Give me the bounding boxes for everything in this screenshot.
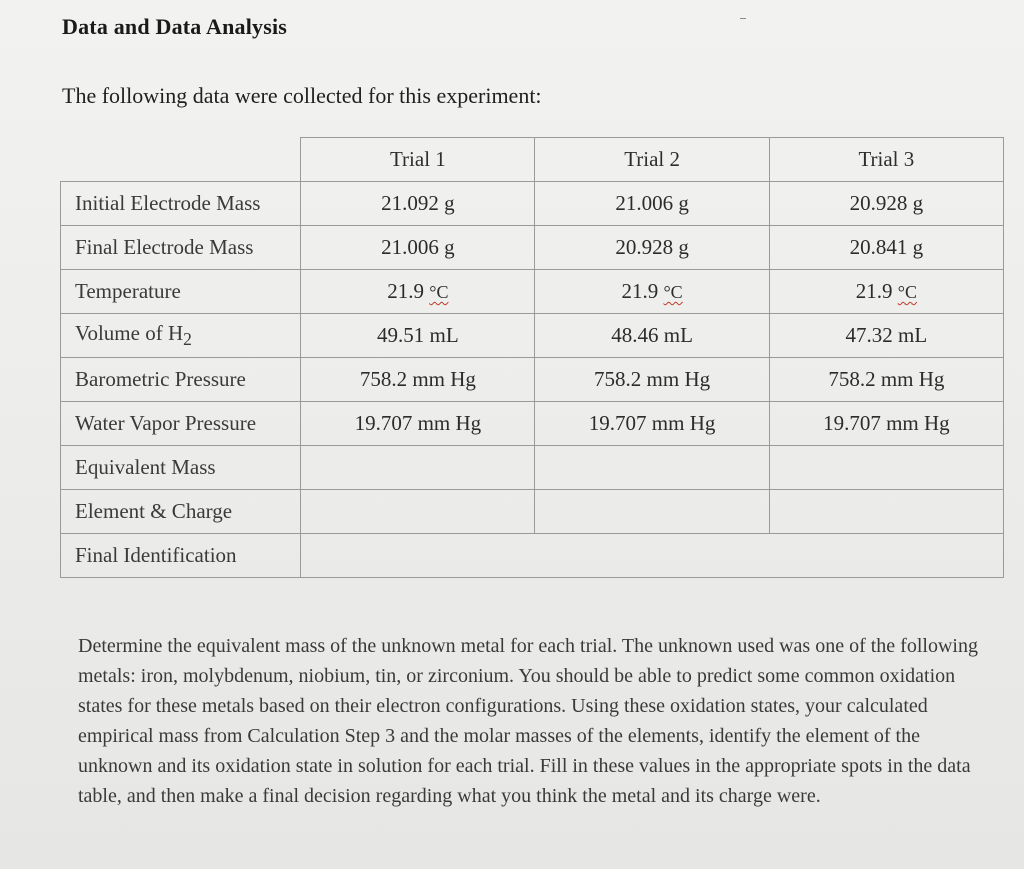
header-trial-2: Trial 2 xyxy=(535,138,769,182)
page-marker xyxy=(740,18,746,19)
table-cell xyxy=(769,270,1003,314)
table-header-row xyxy=(61,138,1004,182)
header-trial-3: Trial 3 xyxy=(769,138,1003,182)
row-label-element-charge: Element & Charge xyxy=(61,490,301,534)
table-row xyxy=(61,226,1004,270)
table-cell xyxy=(301,270,535,314)
temperature-value: 21.9 xyxy=(855,279,893,303)
table-row xyxy=(61,182,1004,226)
table-row xyxy=(61,314,1004,358)
table-cell: 758.2 mm Hg xyxy=(535,358,769,402)
row-label-final-mass: Final Electrode Mass xyxy=(61,226,301,270)
row-label-barometric: Barometric Pressure xyxy=(61,358,301,402)
header-trial-1: Trial 1 xyxy=(301,138,535,182)
row-label-equivalent-mass: Equivalent Mass xyxy=(61,446,301,490)
section-title: Data and Data Analysis xyxy=(62,14,288,39)
table-cell: 48.46 mL xyxy=(535,314,769,358)
table-cell: 20.928 g xyxy=(535,226,769,270)
table-cell-empty xyxy=(301,446,535,490)
table-cell-empty xyxy=(769,446,1003,490)
table-row xyxy=(61,534,1004,578)
table-cell-empty xyxy=(535,446,769,490)
table-row xyxy=(61,402,1004,446)
table-cell-empty xyxy=(769,490,1003,534)
instructions-paragraph: Determine the equivalent mass of the unknown metal for each trial. The unknown used was one of the following metals: iron, molybdenum, niobium, tin, or zirconium. You should be able to predict some common oxidation states for these metals based on their electron configurations. Using these oxidation states, your calculated empirical mass from Calculation Step 3 and the molar masses of the elements, identify the element of the unknown and its oxidation state in solution for each trial. Fill in these values in the appropriate spots in the data table, and then make a final decision regarding what you think the metal and its charge were. xyxy=(78,635,978,807)
row-label-water-vapor: Water Vapor Pressure xyxy=(61,402,301,446)
temperature-value: 21.9 xyxy=(387,279,424,303)
table-cell: 21.006 g xyxy=(535,182,769,226)
temperature-unit: °C xyxy=(897,282,917,302)
table-cell: 49.51 mL xyxy=(301,314,535,358)
intro-text: The following data were collected for this experiment: xyxy=(62,83,542,108)
table-cell-merged xyxy=(301,534,1004,578)
temperature-unit: °C xyxy=(663,282,683,302)
table-row xyxy=(61,490,1004,534)
table-cell: 21.092 g xyxy=(301,182,535,226)
row-label-volume-h2 xyxy=(61,314,301,358)
table-cell: 20.841 g xyxy=(769,226,1003,270)
table-row xyxy=(61,270,1004,314)
subscript-2: 2 xyxy=(183,329,192,350)
table-cell-empty xyxy=(301,490,535,534)
header-blank-cell xyxy=(61,138,301,182)
table-cell: 47.32 mL xyxy=(769,314,1003,358)
table-cell: 21.006 g xyxy=(301,226,535,270)
row-label-final-identification: Final Identification xyxy=(61,534,301,578)
table-row xyxy=(61,358,1004,402)
table-cell-empty xyxy=(535,490,769,534)
table-cell: 19.707 mm Hg xyxy=(769,402,1003,446)
data-table xyxy=(60,137,1004,578)
row-label-initial-mass: Initial Electrode Mass xyxy=(61,182,301,226)
table-cell: 19.707 mm Hg xyxy=(301,402,535,446)
row-label-temperature: Temperature xyxy=(61,270,301,314)
table-cell: 20.928 g xyxy=(769,182,1003,226)
temperature-unit: °C xyxy=(429,282,449,302)
table-cell: 19.707 mm Hg xyxy=(535,402,769,446)
row-label-volume-text: Volume of H xyxy=(75,320,184,345)
table-cell: 758.2 mm Hg xyxy=(301,358,535,402)
temperature-value: 21.9 xyxy=(621,279,659,303)
table-cell xyxy=(535,270,769,314)
table-cell: 758.2 mm Hg xyxy=(769,358,1003,402)
table-row xyxy=(61,446,1004,490)
